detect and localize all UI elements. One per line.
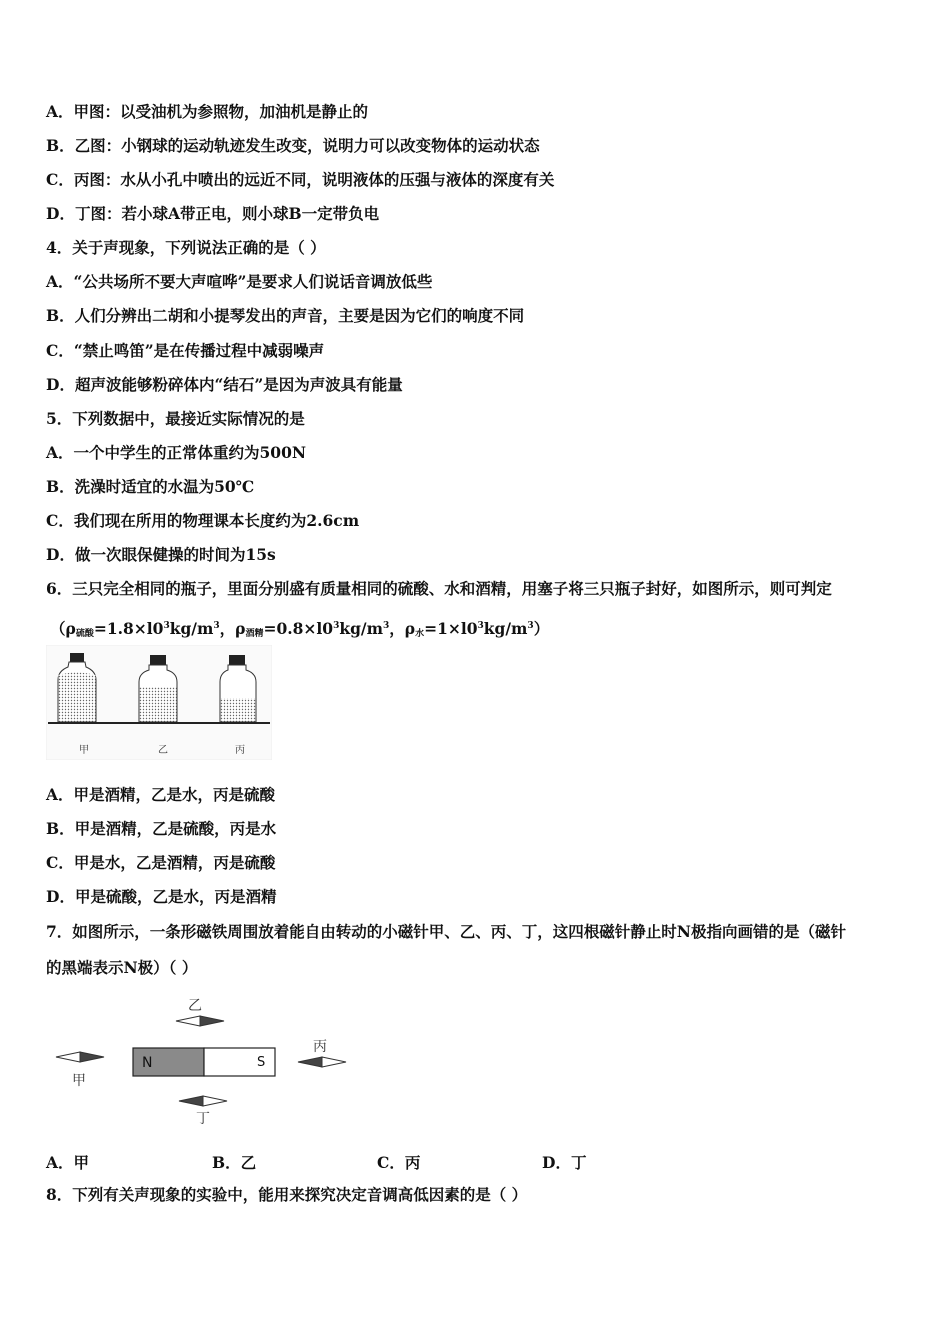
q5-option-a: A．一个中学生的正常体重约为500N [46,443,307,462]
q4-option-d: D．超声波能够粉碎体内“结石”是因为声波具有能量 [46,375,403,394]
q6-option-a: A．甲是酒精，乙是水，丙是硫酸 [46,785,276,804]
bottle-label-jia: 甲 [79,745,89,756]
needle-ding [179,1096,227,1106]
magnet-figure [46,990,366,1130]
q7-option-c: C．丙 [377,1153,421,1172]
bottle-label-yi: 乙 [158,745,168,756]
needle-jia [56,1052,104,1062]
magnet-s-label: S [257,1055,266,1070]
q6-option-d: D．甲是硫酸，乙是水，丙是酒精 [46,887,277,906]
q7-stem-line2: 的黑端表示N极）（ ） [46,958,198,977]
bar-magnet [133,1048,275,1076]
needle-label-jia: 甲 [72,1073,86,1089]
q4-option-b: B．人们分辨出二胡和小提琴发出的声音，主要是因为它们的响度不同 [46,306,525,325]
q3-option-a: A．甲图：以受油机为参照物，加油机是静止的 [46,102,369,121]
liquid-jia [59,673,96,722]
q6-option-c: C．甲是水，乙是酒精，丙是硫酸 [46,853,276,872]
q5-option-b: B．洗澡时适宜的水温为50℃ [46,477,255,496]
needle-label-ding: 丁 [196,1111,210,1127]
q5-option-d: D．做一次眼保健操的时间为15s [46,545,276,564]
needle-label-yi: 乙 [188,998,202,1014]
q7-stem-line1: 7．如图所示，一条形磁铁周围放着能自由转动的小磁针甲、乙、丙、丁，这四根磁针静止时N极指向画错的是（磁针 [46,922,846,941]
bottle-label-bing: 丙 [235,745,245,756]
q3-option-b: B．乙图：小钢球的运动轨迹发生改变，说明力可以改变物体的运动状态 [46,136,540,155]
magnet-n-label: N [142,1055,153,1071]
q6-option-b: B．甲是酒精，乙是硫酸，丙是水 [46,819,277,838]
q8-stem: 8．下列有关声现象的实验中，能用来探究决定音调高低因素的是（ ） [46,1185,528,1204]
q7-option-a: A．甲 [46,1153,90,1172]
bottles-figure [46,645,272,760]
q7-option-b: B．乙 [212,1153,257,1172]
q5-stem: 5．下列数据中，最接近实际情况的是 [46,409,305,428]
liquid-bing [221,698,256,722]
q5-option-c: C．我们现在所用的物理课本长度约为2.6cm [46,511,360,530]
liquid-yi [140,687,177,722]
q3-option-d: D．丁图：若小球A带正电，则小球B一定带负电 [46,204,380,223]
needle-bing [298,1057,346,1067]
q6-density-note: （ρ硫酸$=1.8\times l0^3kg/m^3$，ρ酒精$=0.8\times l0^3kg/m^3$，ρ水$=1\times l0^3kg/m^3$） [50,619,550,640]
q3-option-c: C．丙图：水从小孔中喷出的远近不同，说明液体的压强与液体的深度有关 [46,170,555,189]
q4-stem: 4．关于声现象，下列说法正确的是（ ） [46,238,326,257]
needle-yi [176,1016,224,1026]
needle-label-bing: 丙 [313,1039,327,1055]
q4-option-a: A．“公共场所不要大声喧哗”是要求人们说话音调放低些 [46,272,433,291]
q6-stem: 6．三只完全相同的瓶子，里面分别盛有质量相同的硫酸、水和酒精，用塞子将三只瓶子封好，如图所示，则可判定 [46,579,832,598]
q7-option-d: D．丁 [542,1153,587,1172]
q4-option-c: C．“禁止鸣笛”是在传播过程中减弱噪声 [46,341,325,360]
